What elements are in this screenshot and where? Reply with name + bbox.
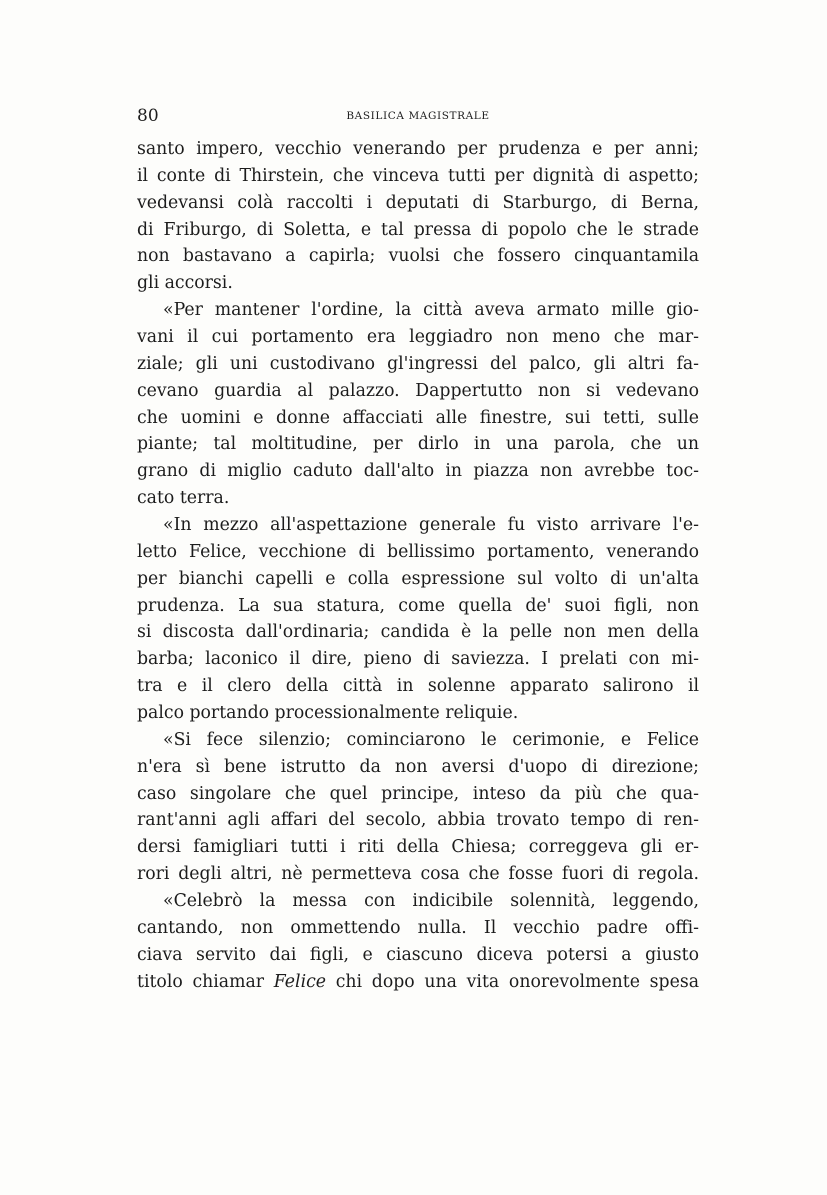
- text-line: grano di miglio caduto dall'alto in piazza non avrebbe toc-: [137, 461, 699, 482]
- running-head: [137, 104, 699, 128]
- text-line: santo impero, vecchio venerando per prudenza e per anni;: [137, 139, 699, 159]
- paragraph-start-line: «Celebrò la messa con indicibile solennità, leggendo,: [163, 891, 699, 912]
- text-line: letto Felice, vecchione di bellissimo portamento, venerando: [137, 541, 699, 562]
- text-line: tra e il clero della città in solenne apparato salirono il: [137, 676, 699, 697]
- text-line: che uomini e donne affacciati alle finestre, sui tetti, sulle: [137, 407, 699, 428]
- paragraph-start-line: «Si fece silenzio; cominciarono le cerimonie, e Felice: [163, 729, 699, 750]
- text-line: rant'anni agli affari del secolo, abbia trovato tempo di ren-: [137, 810, 699, 831]
- text-line: cevano guardia al palazzo. Dappertutto non si vedevano: [137, 380, 699, 401]
- text-line: cato terra.: [137, 488, 230, 509]
- page-number: 80: [137, 106, 159, 126]
- text-line: ciava servito dai figli, e ciascuno diceva potersi a giusto: [137, 944, 699, 965]
- text-line: barba; laconico il dire, pieno di saviezza. I prelati con mi-: [137, 649, 699, 670]
- text-line: cantando, non ommettendo nulla. Il vecchio padre offi-: [137, 917, 699, 938]
- running-title: BASILICA MAGISTRALE: [346, 110, 490, 122]
- text-line: di Friburgo, di Soletta, e tal pressa di popolo che le strade: [137, 219, 699, 240]
- text-segment: chi dopo una vita onorevolmente spesa: [326, 971, 699, 992]
- paragraph-start-line: «Per mantener l'ordine, la città aveva armato mille gio-: [163, 300, 699, 321]
- body-text: [137, 136, 699, 996]
- text-line: il conte di Thirstein, che vinceva tutti per dignità di aspetto;: [137, 165, 699, 186]
- text-line: palco portando processionalmente reliquie.: [137, 703, 519, 724]
- text-line: si discosta dall'ordinaria; candida è la pelle non men della: [137, 622, 699, 643]
- italic-name-felice: Felice: [273, 971, 326, 992]
- text-line: vani il cui portamento era leggiadro non meno che mar-: [137, 327, 699, 348]
- text-line: piante; tal moltitudine, per dirlo in una parola, che un: [137, 434, 699, 455]
- text-line: n'era sì bene istrutto da non aversi d'uopo di direzione;: [137, 756, 699, 777]
- text-line: dersi famigliari tutti i riti della Chiesa; correggeva gli er-: [137, 837, 699, 858]
- text-line-with-italic: [137, 969, 699, 996]
- text-line: vedevansi colà raccolti i deputati di Starburgo, di Berna,: [137, 192, 699, 213]
- text-line: per bianchi capelli e colla espressione sul volto di un'alta: [137, 568, 699, 589]
- paragraph-start-line: «In mezzo all'aspettazione generale fu visto arrivare l'e-: [163, 515, 699, 536]
- text-line: non bastavano a capirla; vuolsi che fossero cinquantamila: [137, 246, 699, 267]
- text-line: gli accorsi.: [137, 273, 233, 294]
- text-segment: titolo chiamar: [137, 971, 274, 992]
- text-line: prudenza. La sua statura, come quella de' suoi figli, non: [137, 595, 699, 616]
- text-line: ziale; gli uni custodivano gl'ingressi del palco, gli altri fa-: [137, 353, 699, 374]
- text-line: caso singolare che quel principe, inteso da più che qua-: [137, 783, 699, 804]
- text-line: rori degli altri, nè permetteva cosa che fosse fuori di regola.: [137, 864, 699, 885]
